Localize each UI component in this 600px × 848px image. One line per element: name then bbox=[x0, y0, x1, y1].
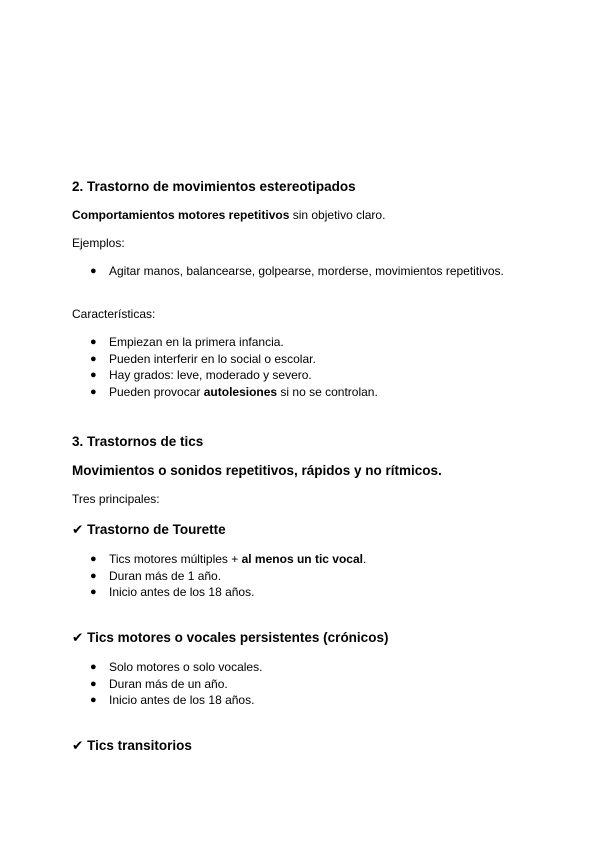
intro-bold-text: Comportamientos motores repetitivos bbox=[72, 208, 290, 222]
bullet-icon: ● bbox=[90, 661, 97, 673]
bullet-icon: ● bbox=[90, 265, 97, 277]
section-2-intro bbox=[72, 208, 385, 222]
bullet-icon: ● bbox=[90, 385, 97, 398]
tourette-list bbox=[90, 552, 366, 602]
bullet-icon: ● bbox=[90, 586, 97, 598]
examples-label: Ejemplos: bbox=[72, 236, 125, 250]
intro-rest-text: sin objetivo claro. bbox=[289, 208, 386, 222]
features-list bbox=[90, 335, 378, 401]
list-item: ● Solo motores o solo vocales. bbox=[90, 660, 263, 674]
check-icon: ✔ bbox=[72, 738, 84, 753]
list-item: ● Agitar manos, balancearse, golpearse, morderse, movimientos repetitivos. bbox=[90, 264, 504, 278]
section-2-heading: 2. Trastorno de movimientos estereotipados bbox=[72, 179, 356, 194]
tourette-heading: ✔ Trastorno de Tourette bbox=[72, 522, 226, 537]
persistent-tics-list bbox=[90, 660, 262, 710]
bullet-icon: ● bbox=[90, 553, 97, 565]
list-item: ● Tics motores múltiples + al menos un tic vocal. bbox=[90, 552, 367, 566]
bullet-icon: ● bbox=[90, 569, 97, 582]
list-item: ● Duran más de 1 año. bbox=[90, 568, 222, 583]
list-item: ● Inicio antes de los 18 años. bbox=[90, 585, 255, 599]
types-label: Tres principales: bbox=[72, 492, 160, 506]
bullet-icon: ● bbox=[90, 677, 97, 690]
list-item: ● Inicio antes de los 18 años. bbox=[90, 693, 255, 707]
list-item: ● Duran más de un año. bbox=[90, 676, 228, 691]
check-icon: ✔ bbox=[72, 522, 84, 537]
bullet-icon: ● bbox=[90, 369, 97, 381]
check-icon: ✔ bbox=[72, 630, 84, 645]
persistent-tics-heading: ✔ Tics motores o vocales persistentes (crónicos) bbox=[72, 630, 389, 645]
bullet-icon: ● bbox=[90, 352, 97, 365]
section-3-heading: 3. Trastornos de tics bbox=[72, 434, 204, 449]
list-item: ● Pueden provocar autolesiones si no se controlan. bbox=[90, 384, 378, 399]
features-label: Características: bbox=[72, 307, 156, 321]
transient-tics-heading: ✔ Tics transitorios bbox=[72, 738, 192, 753]
examples-list bbox=[90, 264, 504, 281]
list-item: ● Pueden interferir en lo social o escolar. bbox=[90, 351, 316, 366]
list-item: ● Empiezan en la primera infancia. bbox=[90, 335, 284, 349]
bullet-icon: ● bbox=[90, 336, 97, 348]
section-3-subheading: Movimientos o sonidos repetitivos, rápidos y no rítmicos. bbox=[72, 463, 442, 478]
list-item: ● Hay grados: leve, moderado y severo. bbox=[90, 368, 312, 382]
bullet-icon: ● bbox=[90, 694, 97, 706]
